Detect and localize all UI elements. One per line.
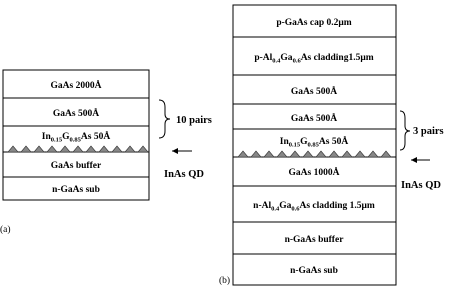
layer-label [280, 135, 349, 149]
label-text: Ga [280, 53, 293, 63]
panel-a-repeat-label: 10 pairs [176, 115, 212, 126]
layer-label [253, 201, 375, 213]
layer-label: GaAs 2000Å [50, 81, 102, 91]
label-text: In [279, 137, 289, 147]
panel-b-caption: (b) [219, 276, 231, 286]
subscript: 0.85 [69, 136, 81, 144]
panel-a-repeat-brace [159, 100, 170, 138]
layer-label [254, 53, 373, 65]
panel-a-layer-labels [42, 79, 111, 195]
label-text: Ga [279, 201, 292, 211]
layer-label: GaAs 500Å [290, 114, 338, 124]
layer-label: GaAs buffer [50, 161, 102, 171]
layer-label: GaAs 500Å [290, 87, 338, 97]
layer-label: GaAs 500Å [52, 109, 100, 119]
layer-label: n-GaAs buffer [284, 235, 344, 245]
label-text: In [41, 132, 51, 142]
label-text: As 50Å [318, 137, 349, 147]
label-text: G [300, 137, 308, 147]
subscript: 0.4 [272, 57, 281, 65]
panel-b-layer-labels [253, 18, 375, 276]
layer-label: n-GaAs sub [290, 266, 338, 276]
subscript: 0.85 [307, 141, 319, 149]
subscript: 0.6 [292, 57, 301, 65]
label-text: As 50Å [80, 132, 111, 142]
label-text: G [62, 132, 70, 142]
panel-b-qd-arrowhead [411, 157, 417, 163]
subscript: 0.4 [271, 205, 280, 213]
panel-a-quantum-dots [8, 146, 148, 152]
label-text: As cladding1.5μm [300, 53, 374, 63]
layer-label: p-GaAs cap 0.2μm [276, 18, 352, 28]
panel-a-qd-label: InAs QD [164, 169, 204, 180]
panel-b-repeat-label: 3 pairs [413, 126, 444, 137]
layer-label: n-GaAs sub [52, 185, 100, 195]
layer-label [42, 130, 111, 144]
subscript: 0.6 [291, 205, 300, 213]
panel-a-caption: (a) [0, 225, 11, 235]
panel-b-qd-label: InAs QD [401, 180, 441, 191]
panel-b-quantum-dots [238, 151, 391, 157]
panel-b-repeat-brace [400, 111, 410, 150]
subscript: 0.15 [288, 141, 301, 149]
label-text: n-Al [253, 201, 272, 211]
subscript: 0.15 [50, 136, 63, 144]
layer-label: GaAs 1000Å [288, 168, 340, 178]
label-text: p-Al [254, 53, 273, 63]
label-text: As cladding 1.5μm [299, 201, 375, 211]
panel-a-qd-arrowhead [172, 148, 178, 154]
